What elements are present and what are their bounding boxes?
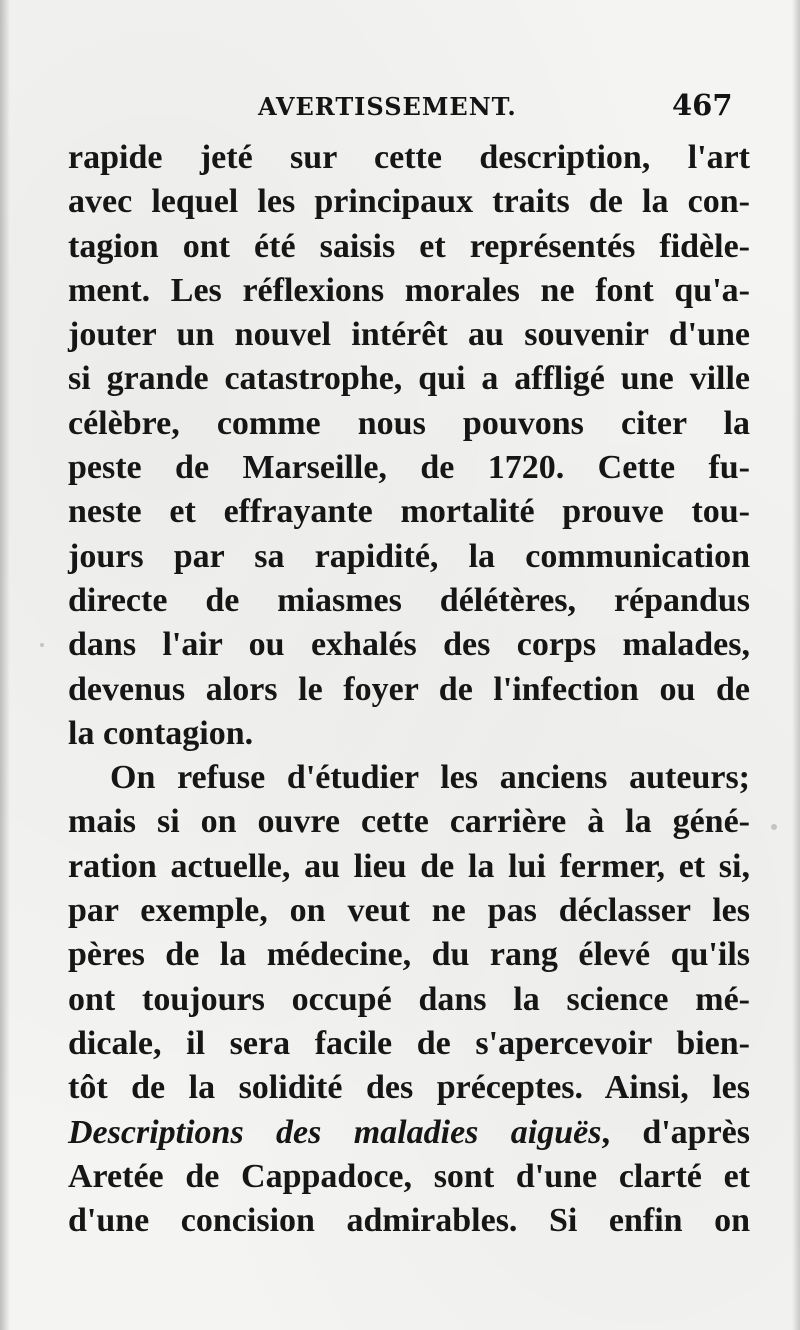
- text-line: devenus alors le foyer de l'infection ou de: [68, 670, 750, 708]
- text-line: par exemple, on veut ne pas déclasser les: [68, 892, 750, 930]
- page-number: 467: [672, 88, 733, 122]
- text-line: dans l'air ou exhalés des corps malades,: [68, 626, 750, 664]
- text-line: tagion ont été saisis et représentés fidèle-: [68, 227, 750, 265]
- text-line: Aretée de Cappadoce, sont d'une clarté et: [68, 1157, 750, 1195]
- text-line: directe de miasmes délétères, répandus: [68, 581, 750, 619]
- text-line: jours par sa rapidité, la communication: [68, 537, 750, 575]
- text-line: mais si on ouvre cette carrière à la géné-: [68, 803, 750, 841]
- body-text: [68, 136, 750, 1243]
- text-line: célèbre, comme nous pouvons citer la: [68, 404, 750, 442]
- ink-speck: [771, 824, 777, 830]
- text-line: neste et effrayante mortalité prouve tou-: [68, 493, 750, 531]
- italic-line-rest: , d'après: [601, 1113, 750, 1151]
- italic-book-title: Descriptions des maladies aiguës: [68, 1113, 602, 1151]
- paragraph-last-line: la contagion.: [68, 714, 254, 752]
- text-line-with-italic-title: [68, 1111, 750, 1155]
- page-shadow-left: [0, 0, 10, 1330]
- text-line: ont toujours occupé dans la science mé-: [68, 980, 750, 1018]
- text-line: ration actuelle, au lieu de la lui fermer, et si,: [68, 847, 750, 885]
- text-line: avec lequel les principaux traits de la con-: [68, 183, 750, 221]
- text-line: jouter un nouvel intérêt au souvenir d'une: [68, 316, 750, 354]
- ink-speck: [40, 643, 44, 647]
- text-line: peste de Marseille, de 1720. Cette fu-: [68, 449, 750, 487]
- text-line: si grande catastrophe, qui a affligé une ville: [68, 360, 750, 398]
- text-line: dicale, il sera facile de s'apercevoir bien-: [68, 1024, 750, 1062]
- paragraph-first-line: On refuse d'étudier les anciens auteurs;: [110, 759, 750, 797]
- page-header: [0, 88, 800, 128]
- text-line: pères de la médecine, du rang élevé qu'ils: [68, 936, 750, 974]
- page-shadow-right: [792, 0, 800, 1330]
- text-line: rapide jeté sur cette description, l'art: [68, 139, 750, 176]
- text-line: d'une concision admirables. Si enfin on: [68, 1202, 750, 1240]
- text-line: ment. Les réflexions morales ne font qu'a-: [68, 271, 750, 309]
- text-line: tôt de la solidité des préceptes. Ainsi, les: [68, 1069, 750, 1107]
- running-head: AVERTISSEMENT.: [258, 92, 517, 121]
